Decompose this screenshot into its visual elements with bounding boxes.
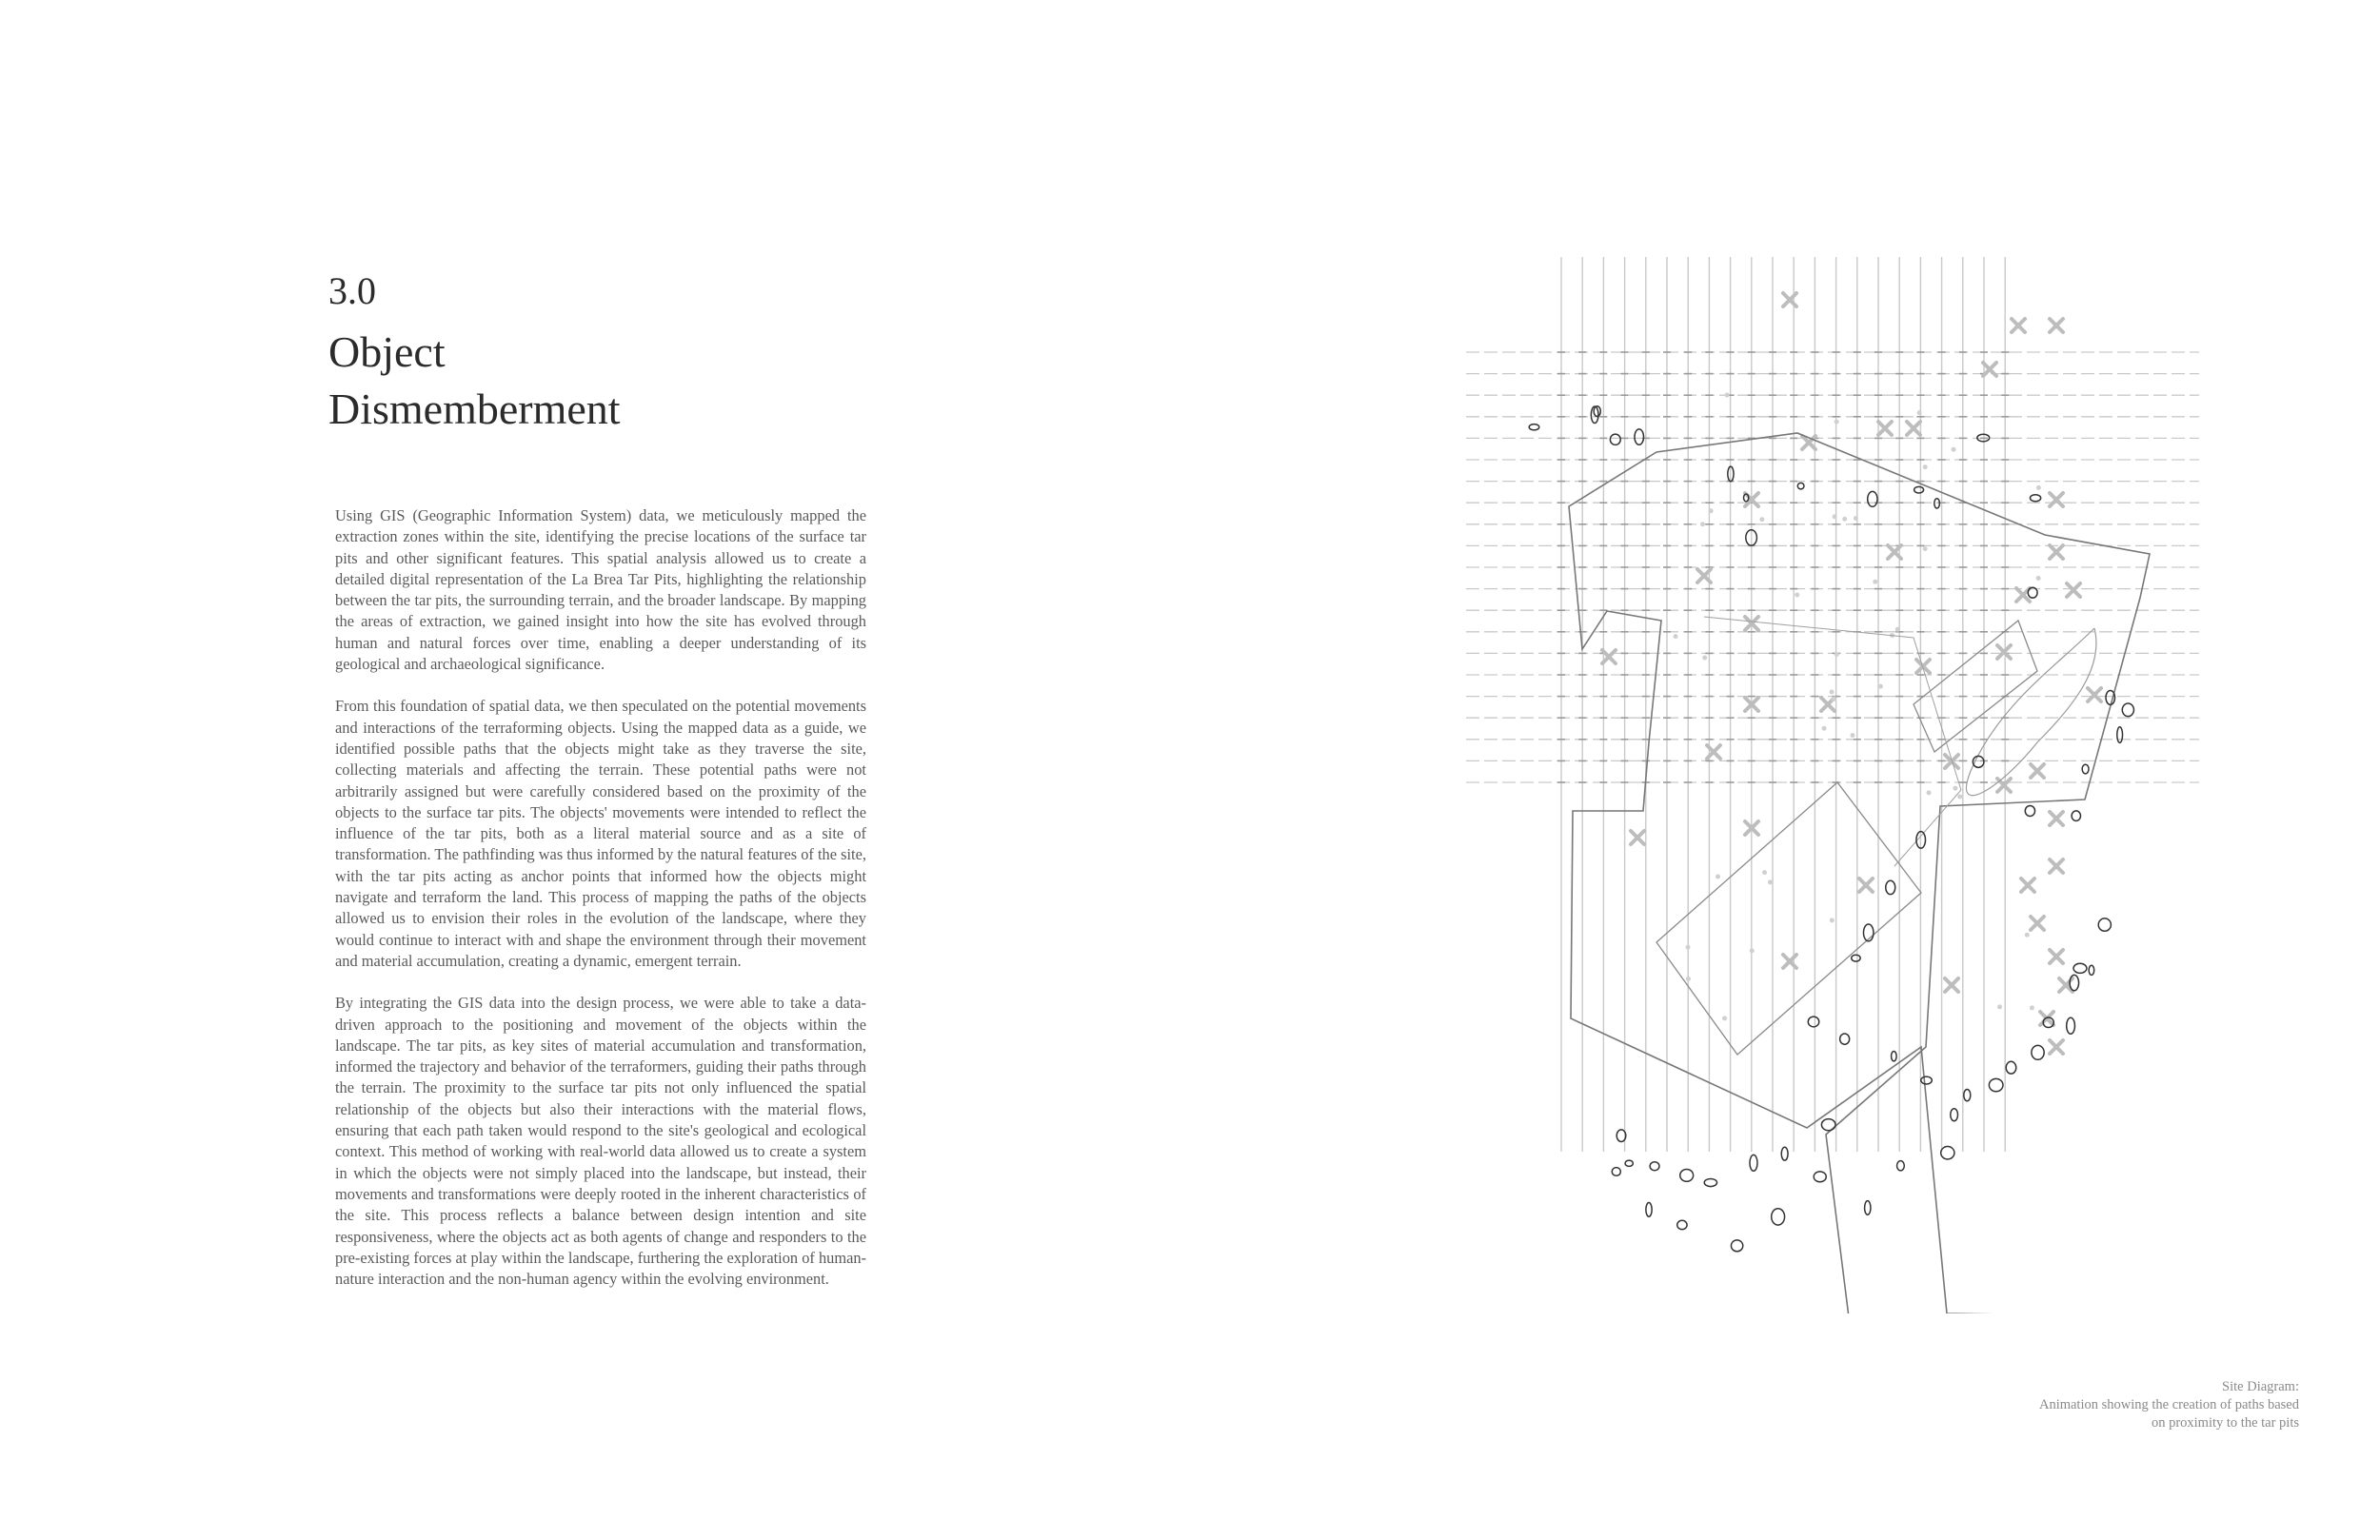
section-title-line-1: Object (328, 327, 446, 376)
path-marker-icon (2088, 688, 2101, 701)
sample-point (1725, 393, 1730, 398)
object-paths (1656, 617, 2096, 1055)
tar-pit-shape (2072, 811, 2080, 821)
sample-point (1830, 690, 1835, 695)
path-marker-icon (2016, 588, 2030, 602)
caption-line-3: on proximity to the tar pits (2151, 1415, 2299, 1431)
path-marker-icon (2067, 583, 2080, 597)
tar-pit-shape (2073, 963, 2087, 973)
sample-point (1768, 879, 1773, 884)
sample-point (2036, 485, 2041, 490)
sample-point (1762, 870, 1767, 875)
sample-point (1923, 546, 1928, 551)
path-marker-icon (2050, 859, 2063, 873)
sample-point (1835, 420, 1839, 424)
site-grid (1466, 257, 2199, 1152)
tar-pit-shape (1731, 1240, 1742, 1252)
path-marker-icon (1859, 879, 1873, 892)
sample-point (1832, 697, 1836, 701)
path-marker-icon (2012, 319, 2025, 332)
sample-point (1822, 726, 1827, 731)
tar-pit-shape (1646, 1202, 1652, 1216)
tar-pit-shape (1865, 1201, 1871, 1215)
tar-pit-shape (1772, 1209, 1785, 1225)
sample-point (1850, 733, 1854, 738)
tar-pit-shape (2117, 727, 2123, 743)
sample-point (2025, 933, 2030, 938)
path-marker-icon (1916, 660, 1930, 673)
body-paragraph-2: From this foundation of spatial data, we then speculated on the potential movements and interactions of the terraforming objects. Using the mapped data as a guide, we identified possible paths that the objects might take as they traverse the site, collecting materials and affecting the terrain. These potential paths were not arbitrarily assigned but were carefully considered based on the proximity of the objects to the surface tar pits. The objects' movements were intended to reflect the influence of the tar pits, both as a literal material source and as a site of transformation. The pathfinding was thus informed by the natural features of the site, with the tar pits acting as anchor points that informed how the objects might navigate and terraform the land. This process of mapping the paths of the objects allowed us to envision their roles in the evolution of the landscape, where they would continue to interact with and shape the environment through their movement and material accumulation, creating a dynamic, emergent terrain. (335, 697, 866, 970)
tar-pit-shape (1852, 955, 1860, 961)
sample-point (1716, 874, 1720, 879)
tar-pit-shape (2070, 975, 2078, 990)
path-marker-icon (2050, 1040, 2063, 1054)
sample-point (1685, 945, 1690, 950)
tar-pit-shape (1750, 1155, 1757, 1171)
tar-pit-shape (1625, 1160, 1633, 1166)
path-marker-icon (1783, 955, 1796, 968)
tar-pit-shape (1951, 1109, 1958, 1121)
sample-point (1923, 464, 1928, 469)
path-marker-icon (2031, 764, 2044, 778)
sample-point (1878, 684, 1883, 689)
sample-point (1835, 652, 1839, 657)
tar-pit-shape (1868, 491, 1877, 506)
tar-pit-shape (1921, 1076, 1933, 1084)
sample-point (1700, 522, 1705, 526)
sample-point (2036, 576, 2041, 581)
sample-point (1686, 977, 1691, 981)
path-marker-icon (1983, 363, 1996, 376)
tar-pit-shape (2030, 495, 2040, 502)
tar-pit-shape (2006, 1061, 2016, 1074)
section-number: 3.0 (328, 269, 376, 312)
sample-point (1952, 447, 1956, 452)
sample-point (1674, 634, 1678, 639)
path-marker-icon (2021, 879, 2034, 892)
section-title-line-2: Dismemberment (328, 385, 621, 433)
sample-point (1953, 786, 1957, 791)
tar-pit-shape (1612, 1168, 1620, 1176)
tar-pit-shape (2122, 703, 2133, 717)
site-markers (1602, 293, 2101, 1054)
sample-point (1854, 516, 1858, 521)
tar-pit-shape (1781, 1147, 1788, 1160)
tar-pit-shape (1897, 1161, 1905, 1171)
sample-point (1709, 508, 1714, 513)
sample-point (1722, 1016, 1727, 1020)
path-marker-icon (1783, 293, 1796, 306)
path-marker-icon (1907, 422, 1920, 435)
tar-pit-shape (2032, 1045, 2044, 1059)
path-zone-diagonal (1656, 782, 1921, 1055)
site-boundary (1569, 433, 2182, 1313)
path-route (1704, 617, 1961, 866)
sample-point (1842, 517, 1847, 522)
path-marker-icon (2050, 950, 2063, 963)
sample-point (1926, 790, 1931, 795)
body-paragraph-1: Using GIS (Geographic Information System) data, we meticulously mapped the extraction zones within the site, identifying the precise locations of the surface tar pits and other significant features. This spatial analysis allowed us to create a detailed digital representation of the La Brea Tar Pits, highlighting the relationship between the tar pits, the surrounding terrain, and the broader landscape. By mapping the areas of extraction, we gained insight into how the site has evolved through human and natural forces over time, enabling a deeper understanding of its geological and archaeological significance. (335, 506, 866, 674)
sample-point (1795, 593, 1799, 598)
sample-point (1702, 655, 1707, 660)
tar-pit-shape (1892, 1052, 1897, 1061)
sample-point (1873, 580, 1877, 584)
path-marker-icon (2050, 812, 2063, 825)
path-marker-icon (1945, 978, 1958, 992)
tar-pit-shape (2098, 918, 2111, 931)
tar-pit-shape (1964, 1089, 1971, 1100)
sample-point (1957, 794, 1962, 799)
tar-pit-shape (1989, 1078, 2003, 1091)
path-zone-upper (1914, 621, 2037, 752)
tar-pit-shape (2025, 805, 2034, 816)
tar-pit-shape (1808, 1017, 1819, 1027)
caption-line-1: Site Diagram: (2222, 1379, 2299, 1394)
tar-pit-shape (1840, 1034, 1850, 1044)
site-diagram (1466, 257, 2199, 1313)
tar-pit-shape (1797, 483, 1804, 488)
tar-pit-shape (1704, 1178, 1716, 1186)
body-text (335, 505, 866, 1311)
tar-pit-shape (2067, 1017, 2075, 1034)
caption-line-2: Animation showing the creation of paths based (2038, 1397, 2299, 1412)
sample-point (2030, 1005, 2034, 1010)
sample-point (1917, 410, 1922, 415)
tar-pit-shape (2089, 965, 2094, 975)
sample-point (1833, 514, 1837, 519)
sample-point (1750, 948, 1755, 953)
tar-pits (1529, 406, 2133, 1252)
path-marker-icon (2050, 319, 2063, 332)
section-title (328, 324, 621, 438)
tar-pit-shape (1610, 434, 1620, 444)
tar-pit-shape (1635, 429, 1644, 444)
tar-pit-shape (1914, 486, 1924, 493)
sample-point (1997, 1004, 2002, 1009)
sample-point (1830, 918, 1835, 922)
tar-pit-shape (1821, 1119, 1835, 1131)
diagram-caption (1918, 1378, 2299, 1432)
tar-pit-shape (1677, 1220, 1687, 1229)
tar-pit-shape (1886, 880, 1895, 894)
path-marker-icon (1878, 422, 1892, 435)
sample-point (1895, 627, 1900, 632)
tar-pit-shape (1650, 1162, 1659, 1171)
path-marker-icon (2050, 545, 2063, 559)
path-marker-icon (2050, 493, 2063, 506)
path-marker-icon (2031, 917, 2044, 930)
tar-pit-shape (1680, 1169, 1694, 1181)
path-marker-icon (1631, 831, 1644, 844)
sample-point (1759, 517, 1764, 522)
body-paragraph-3: By integrating the GIS data into the design process, we were able to take a data-driven approach to the positioning and movement of the objects within the landscape. The tar pits, as key sites of material accumulation and transformation, informed the trajectory and behavior of the terraformers, guiding their paths through the terrain. The proximity to the surface tar pits not only influenced the spatial relationship of the objects but also their interactions with the material flows, ensuring that each path taken would respond to the site's geological and ecological context. This method of working with real-world data allowed us to create a system in which the objects were not simply placed into the landscape, but instead, their movements and transformations were deeply rooted in the inherent characteristics of the site. This process reflects a balance between design intention and site responsiveness, where the objects act as both agents of change and responders to the pre-existing forces at play within the landscape, furthering the exploration of human-nature interaction and the non-human agency within the evolving environment. (335, 994, 867, 1289)
path-marker-icon (1997, 645, 2011, 659)
tar-pit-shape (1814, 1172, 1826, 1182)
tar-pit-shape (2082, 764, 2089, 774)
tar-pit-shape (1529, 424, 1539, 430)
site-outline (1569, 433, 2182, 1313)
tar-pit-shape (1941, 1147, 1954, 1159)
